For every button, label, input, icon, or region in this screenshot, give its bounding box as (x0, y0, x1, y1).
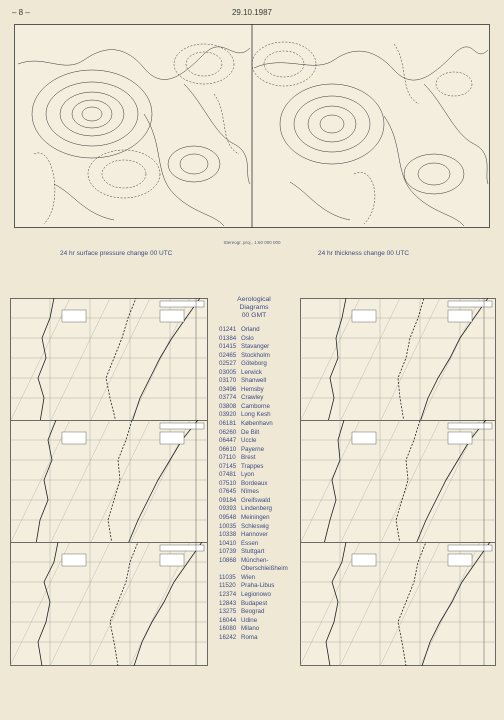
station-name: Shanwell (241, 377, 267, 385)
station-name: Meiningen (241, 514, 270, 522)
station-name: De Bilt (241, 428, 260, 436)
station-code: 09393 (219, 505, 237, 513)
page-date: 29.10.1987 (231, 8, 273, 17)
station-item (219, 360, 288, 369)
station-code: 07481 (219, 471, 237, 479)
station-name: Hemsby (241, 385, 264, 393)
station-name: Bordeaux (241, 479, 268, 487)
station-item (219, 565, 288, 574)
station-code: 10410 (219, 539, 237, 547)
station-item (219, 488, 288, 497)
station-item (219, 369, 288, 378)
station-item (219, 582, 288, 591)
station-code: 09548 (219, 514, 237, 522)
station-item (219, 548, 288, 557)
station-item (219, 471, 288, 480)
station-code: 16080 (219, 625, 237, 633)
aerological-title-line2: Diagrams (239, 304, 269, 312)
aerological-title-line3: 00 GMT (241, 312, 267, 320)
station-name: München- (241, 556, 269, 564)
map-scale-note: Stereogr. proj., 1:60 000 000 (223, 240, 281, 245)
station-code: 07645 (219, 488, 237, 496)
station-code: 10035 (219, 522, 237, 530)
station-name: Roma (241, 633, 258, 641)
station-code: 06260 (219, 428, 237, 436)
station-item (219, 463, 288, 472)
station-name: Crawley (241, 394, 264, 402)
station-code: 03496 (219, 385, 237, 393)
station-name: Milano (241, 625, 260, 633)
station-name: Essen (241, 539, 259, 547)
station-item (219, 617, 288, 626)
station-item (219, 540, 288, 549)
station-code: 11035 (219, 573, 236, 581)
aerological-diagram (300, 298, 496, 422)
station-name: Stuttgart (241, 548, 265, 556)
station-code: 16044 (219, 616, 237, 624)
station-name: Trappes (241, 462, 264, 470)
station-name: Camborne (241, 402, 270, 410)
station-item (219, 523, 288, 532)
station-item (219, 514, 288, 523)
station-name: Lyon (241, 471, 255, 479)
station-item (219, 343, 288, 352)
station-code: 07145 (219, 462, 237, 470)
surface-pressure-caption: 24 hr surface pressure change 00 UTC (60, 250, 173, 257)
station-item (219, 437, 288, 446)
station-item (219, 531, 288, 540)
station-code: 03005 (219, 368, 237, 376)
station-name: Praha-Libus (241, 582, 275, 590)
station-item (219, 377, 288, 386)
station-name: Nîmes (241, 488, 259, 496)
aerological-diagram (10, 542, 208, 666)
station-item (219, 505, 288, 514)
station-name: København (241, 420, 273, 428)
station-item (219, 429, 288, 438)
aerological-diagram (300, 542, 496, 666)
station-name: Wien (241, 573, 256, 581)
station-code: 06181 (219, 420, 237, 428)
page-number: – 8 – (12, 8, 30, 17)
station-name: Oslo (241, 334, 254, 342)
station-item (219, 403, 288, 412)
station-name: Hannover (241, 531, 268, 539)
station-item (219, 574, 288, 583)
station-code: 03808 (219, 402, 237, 410)
station-code: 10739 (219, 548, 237, 556)
station-name: Lindenberg (241, 505, 272, 513)
station-item (219, 591, 288, 600)
station-code: 02465 (219, 351, 237, 359)
station-name: Göteborg (241, 360, 267, 368)
station-code: 11520 (219, 582, 236, 590)
station-item (219, 326, 288, 335)
aerological-diagram (10, 298, 208, 422)
station-code: 01241 (219, 326, 237, 333)
station-name: Budapest (241, 599, 268, 607)
station-code: 03774 (219, 394, 237, 402)
station-item (219, 386, 288, 395)
station-code: 13275 (219, 608, 237, 616)
station-name: Long Kesh (241, 411, 271, 419)
station-name: Uccle (241, 437, 257, 445)
station-item (219, 394, 288, 403)
station-code: 07510 (219, 479, 237, 487)
station-code: 06447 (219, 437, 237, 445)
station-item (219, 411, 288, 420)
station-code: 06610 (219, 445, 237, 453)
aerological-diagram (300, 420, 496, 544)
station-item (219, 352, 288, 361)
station-item (219, 557, 288, 566)
station-name: Orland (241, 326, 260, 333)
station-item (219, 600, 288, 609)
station-code: 03170 (219, 377, 237, 385)
station-name: Greifswald (241, 496, 271, 504)
station-name: Udine (241, 616, 258, 624)
station-item (219, 497, 288, 506)
station-code: 10868 (219, 556, 237, 564)
aerological-title (215, 296, 293, 321)
station-name: Oberschleißheim (241, 565, 288, 573)
station-code: 07110 (219, 454, 236, 462)
station-code: 01415 (219, 343, 237, 351)
station-code: 03920 (219, 411, 237, 419)
station-name: Beograd (241, 608, 265, 616)
station-code: 09184 (219, 496, 237, 504)
station-code: 02527 (219, 360, 237, 368)
station-name: Stockholm (241, 351, 270, 359)
station-code: 01384 (219, 334, 237, 342)
station-code: 12374 (219, 590, 237, 598)
station-code: 16242 (219, 633, 237, 641)
station-item (219, 446, 288, 455)
station-code: 10338 (219, 531, 237, 539)
station-name: Legionowo (241, 590, 271, 598)
station-item (219, 480, 288, 489)
station-name: Brest (241, 454, 256, 462)
station-item (219, 420, 288, 429)
station-item (219, 625, 288, 634)
station-code: 12843 (219, 599, 237, 607)
aerological-diagram (10, 420, 208, 544)
station-item (219, 634, 288, 643)
weather-maps (14, 24, 490, 228)
station-name: Lerwick (241, 368, 262, 376)
station-name: Stavanger (241, 343, 270, 351)
weather-map-drawing (14, 24, 490, 228)
station-item (219, 454, 288, 463)
aerological-title-line1: Aerological (237, 296, 271, 303)
station-list (219, 326, 288, 642)
thickness-change-caption: 24 hr thickness change 00 UTC (318, 250, 410, 257)
station-item (219, 335, 288, 344)
station-name: Payerne (241, 445, 265, 453)
station-name: Schleswig (241, 522, 269, 530)
station-item (219, 608, 288, 617)
